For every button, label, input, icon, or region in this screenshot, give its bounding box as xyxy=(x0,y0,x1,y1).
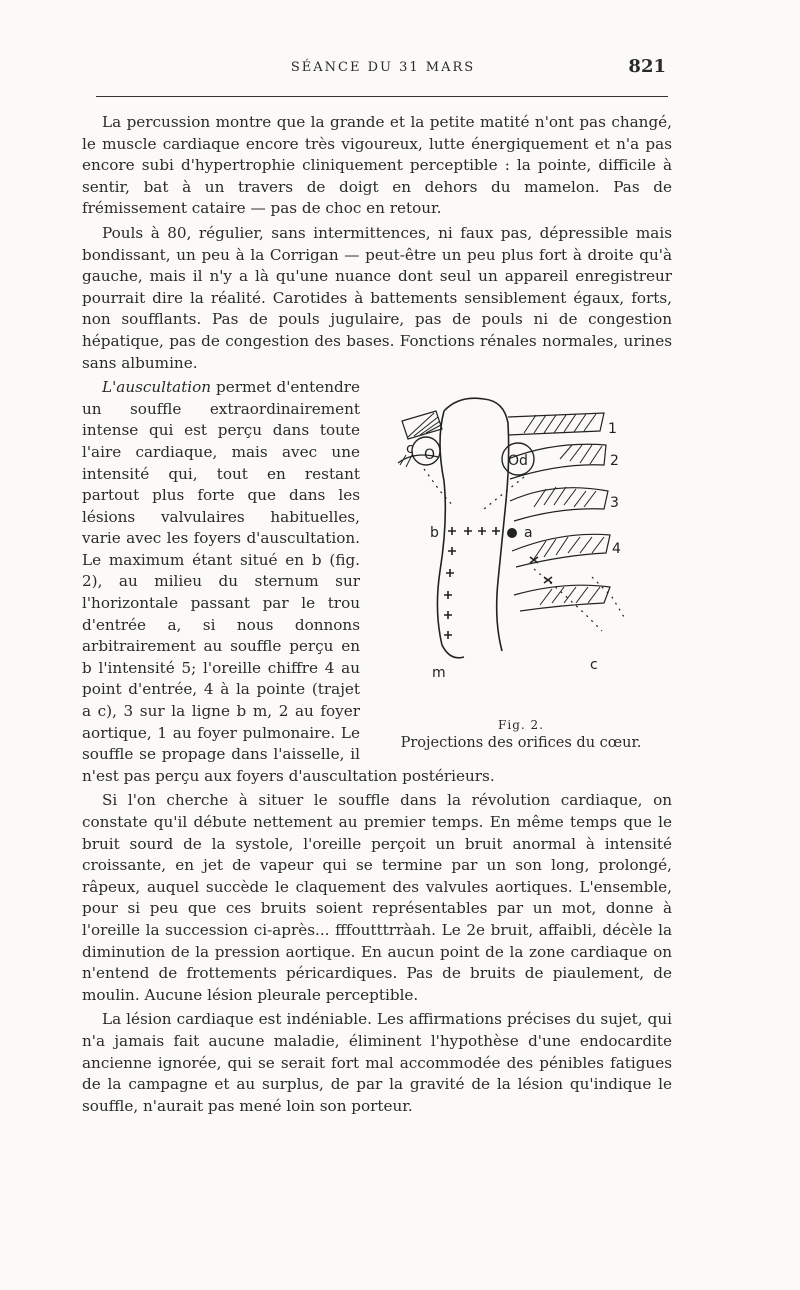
paragraph-percussion: La percussion montre que la grande et la petite matité n'ont pas changé, le muscle cardiaque encore très vigoureux, lutte énergiquement et n'a pas encore subi d'hypertrophie cliniquement perceptible : la pointe, difficile à sentir, bat à un travers de doigt en dehors du mamelon. Pas de frémissement cataire — pas de choc en retour. xyxy=(82,113,672,218)
figure-label: Fig. 2. xyxy=(498,718,544,733)
label-a: a xyxy=(524,525,533,542)
label-o: O xyxy=(424,447,436,464)
label-rib-2: 2 xyxy=(610,453,619,470)
page-header xyxy=(98,56,668,82)
paragraph-souffle: Si l'on cherche à situer le souffle dans la révolution cardiaque, on constate qu'il débute nettement au premier temps. En même temps que le bruit sourd de la systole, l'oreille perçoit un bruit anormal à intensité croissante, en jet de vapeur qui se termine par un son long, prolongé, râpeux, auquel succède le claquement des valvules aortiques. L'ensemble, pour si peu que ces bruits soient représentables par un mot, donne à l'oreille la succession ci-après... fffoutttrràah. Le 2e bruit, affaibli, décèle la diminution de la pression aortique. En aucun point de la zone cardiaque on n'entend de frottements péricardiques. Pas de bruits de piaulement, de moulin. Aucune lésion pleurale perceptible. xyxy=(82,791,672,1004)
article-body xyxy=(82,112,672,1120)
heart-projection-drawing xyxy=(384,381,654,711)
page-number: 821 xyxy=(628,56,666,77)
paragraph-pouls-text: Pouls à 80, régulier, sans intermittences, ni faux pas, dépressible mais bondissant, un peu à la Corrigan — peut-être un peu plus fort à droite qu'à gauche, mais il n'y a là qu'une nuance dont seul un appareil enregistreur pourrait dire la réalité. Carotides à battements sensiblement égaux, forts, non soufflants. Pas de pouls jugulaire, pas de pouls ni de congestion hépatique, pas de congestion des bases. Fonctions rénales normales, urines sans albumine. xyxy=(82,223,672,372)
paragraph-auscultation-text: permet d'entendre un souffle extraordinairement intense qui est perçu dans toute l'aire cardiaque, mais avec une intensité qui, tout en restant partout plus forte que dans les lésions valvulaires habituelles, varie avec les foyers d'auscultation. Le maximum étant situé en b (fig. 2), au milieu du sternum sur l'horizontale passant par le trou d'entrée a, si nous donnons arbitrairement au souffle perçu en b l'intensité 5; l'oreille chiffre 4 au point d'entrée, 4 à la pointe (trajet a c), 3 sur la ligne b m, 2 au foyer aortique, 1 au foyer pulmonaire. Le souffle se propage dans l'aisselle, il n'est pas perçu aux foyers d'auscultation postérieurs. xyxy=(82,378,495,785)
figure-2 xyxy=(370,381,672,759)
paragraph-pouls xyxy=(82,223,672,374)
label-c: c xyxy=(406,441,414,458)
auscultation-emphasis: L'auscultation xyxy=(102,378,212,397)
label-m: m xyxy=(432,665,446,682)
label-od: Od xyxy=(508,453,528,470)
label-rib-4: 4 xyxy=(612,541,621,558)
figure-caption: Projections des orifices du cœur. xyxy=(400,735,642,752)
label-c-apex: c xyxy=(590,657,598,674)
label-rib-1: 1 xyxy=(608,421,617,438)
running-head: SÉANCE DU 31 MARS xyxy=(290,60,476,75)
header-rule xyxy=(96,96,668,97)
label-b: b xyxy=(430,525,439,542)
paragraph-lesion: La lésion cardiaque est indéniable. Les affirmations précises du sujet, qui n'a jamais fait aucune maladie, éliminent l'hypothèse d'une endocardite ancienne ignorée, qui se serait fort mal accommodée des pénibles fatigues de la campagne et au surplus, de par la gravité de la lésion qu'indique le souffle, n'aurait pas mené loin son porteur. xyxy=(82,1010,672,1115)
label-rib-3: 3 xyxy=(610,495,619,512)
rib-hatching-right xyxy=(508,413,610,611)
entry-point-a-dot xyxy=(507,528,517,538)
